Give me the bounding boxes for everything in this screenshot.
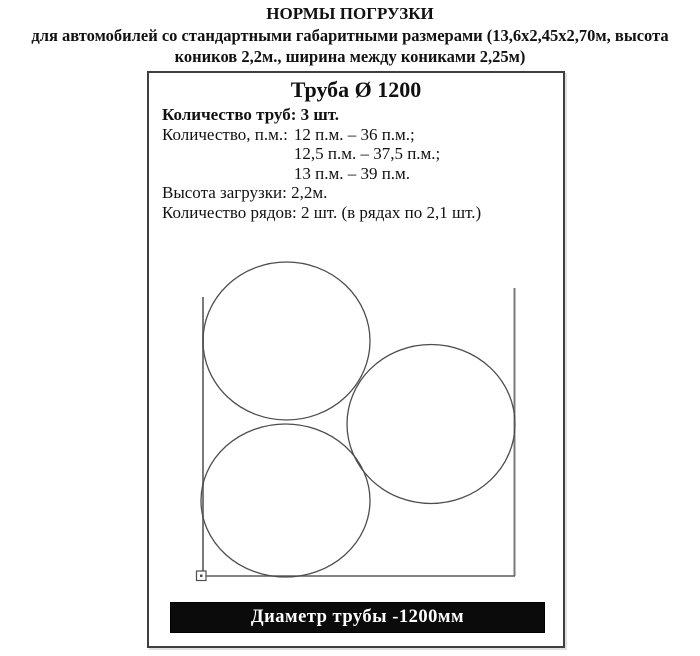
pipe-circle-bottom-left (201, 424, 370, 577)
corner-anchor-marker (197, 571, 207, 581)
page-subtitle-line-1: для автомобилей со стандартными габаритными размерами (13,6х2,45х2,70м, высота (31, 26, 669, 45)
length-value-12-5m: 12,5 п.м. – 37,5 п.м.; (293, 144, 441, 164)
page-header (0, 3, 700, 67)
page-title: НОРМЫ ПОГРУЗКИ (266, 4, 434, 23)
card-title: Труба Ø 1200 (290, 77, 422, 102)
pipe-circle-top-left (203, 262, 370, 420)
length-quantity-label: Количество, п.м.: (162, 124, 288, 144)
page-subtitle-line-2: коников 2,2м., ширина между кониками 2,25м) (174, 47, 526, 66)
load-height-line: Высота загрузки: 2,2м. (162, 183, 328, 203)
pipe-count-line: Количество труб: 3 шт. (162, 105, 340, 124)
row-count-line: Количество рядов: 2 шт. (в рядах по 2,1 шт.) (162, 202, 482, 222)
pipe-circle-right (347, 345, 515, 504)
length-value-13m: 13 п.м. – 39 п.м. (293, 163, 411, 183)
pipe-spec-card (147, 71, 565, 648)
length-quantity-block (162, 125, 555, 184)
corner-anchor-marker-dot (200, 575, 203, 578)
spec-list (162, 105, 555, 223)
length-quantity-values (294, 125, 440, 184)
length-value-12m: 12 п.м. – 36 п.м.; (293, 124, 415, 144)
pipe-diameter-banner: Диаметр трубы -1200мм (170, 602, 545, 633)
